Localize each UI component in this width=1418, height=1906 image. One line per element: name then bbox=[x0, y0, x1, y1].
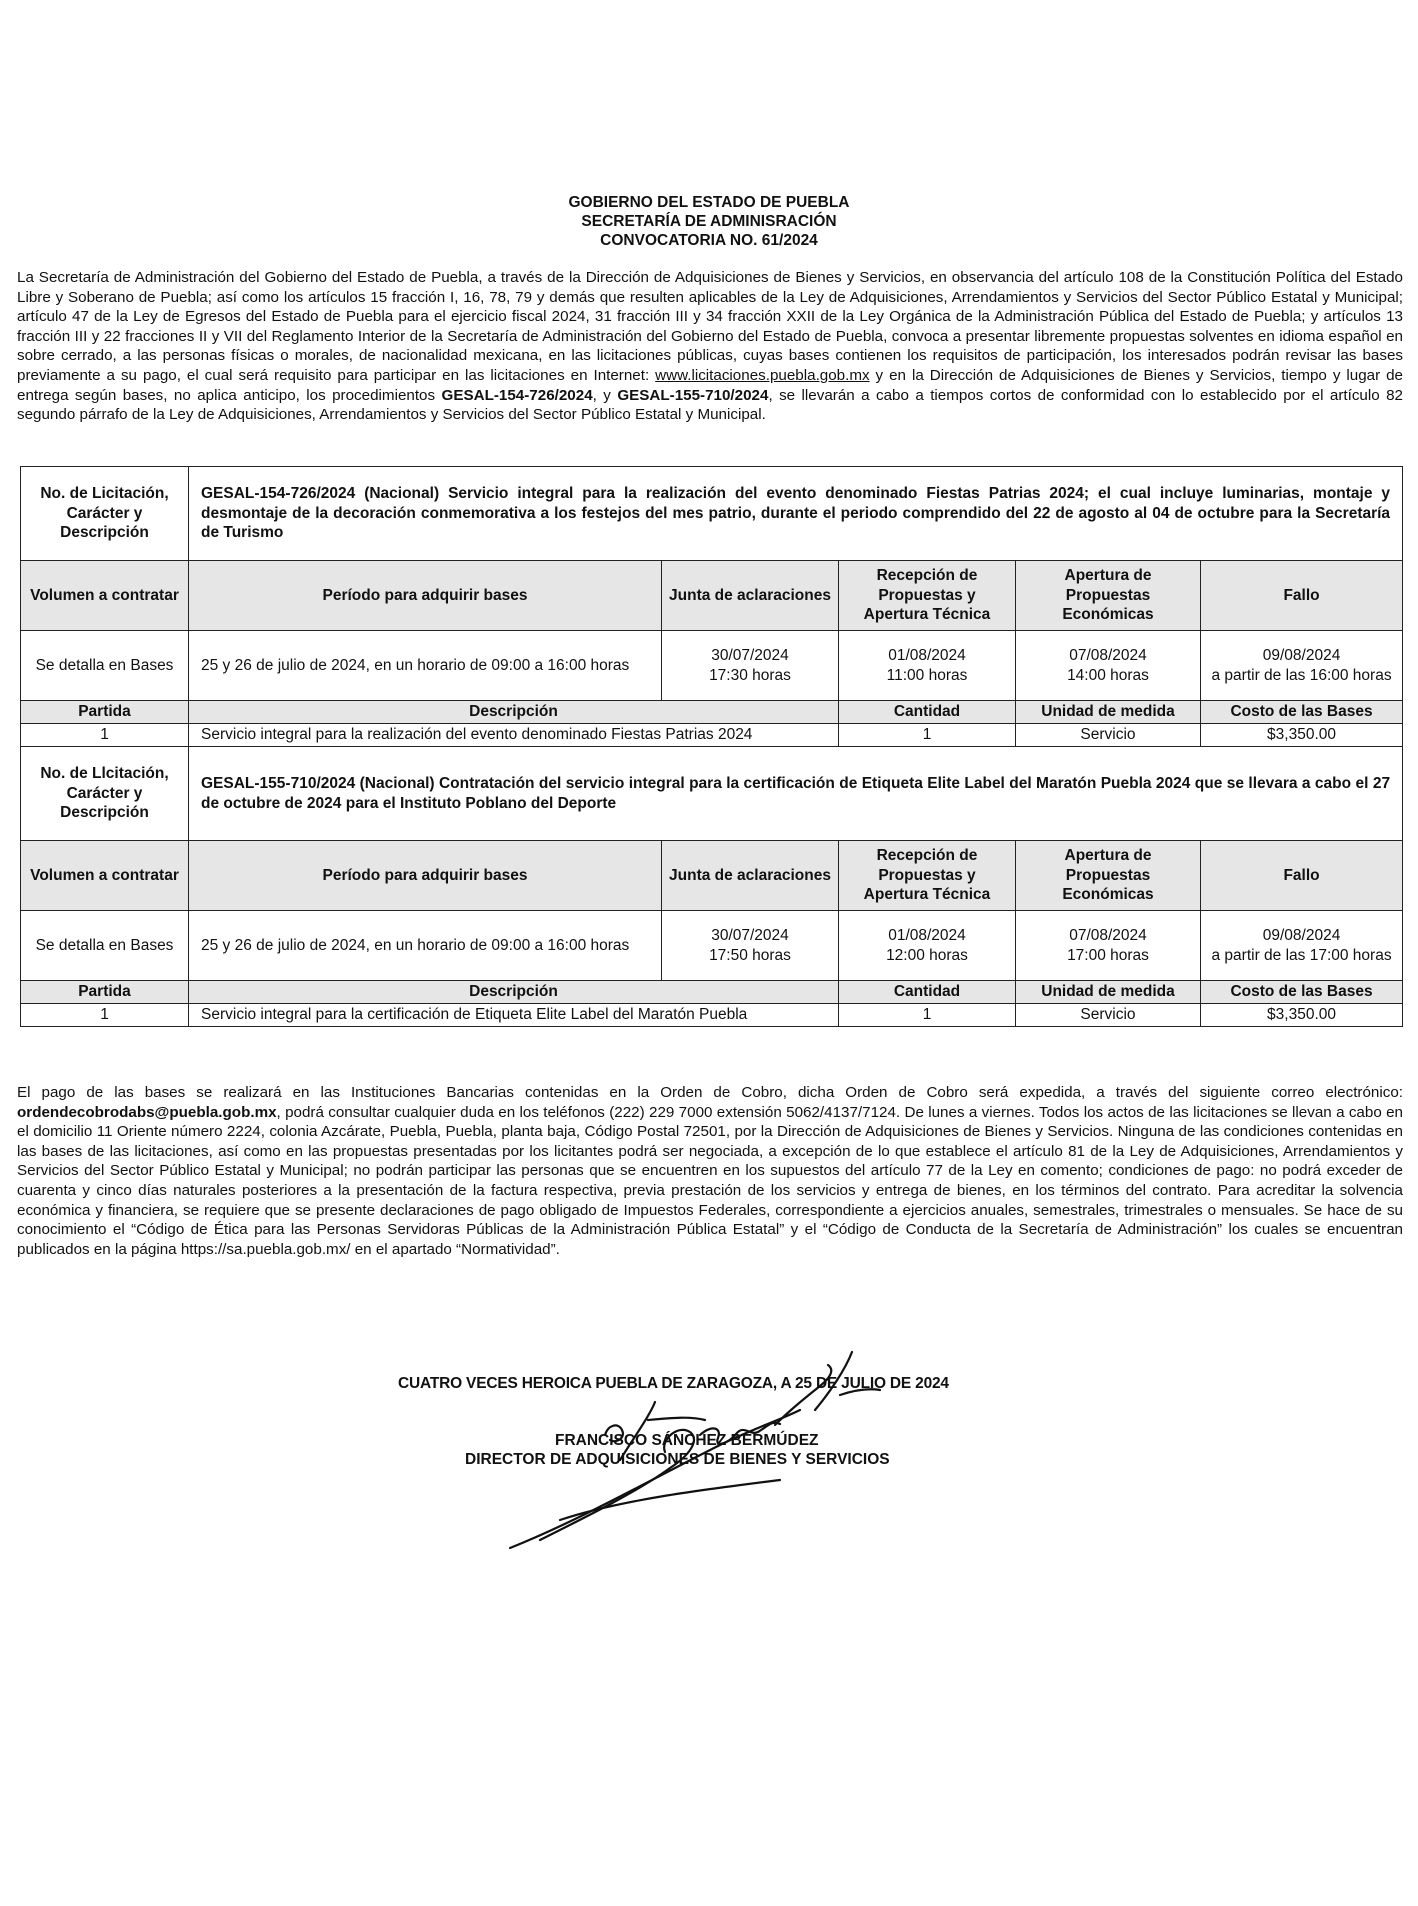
intro-paragraph bbox=[17, 268, 1403, 425]
header-secretariat: SECRETARÍA DE ADMINISRACIÓN bbox=[581, 213, 837, 230]
intro-text: , se llevarán a cabo a tiempos cortos de conformidad con lo establecido por el artículo 82 segundo párrafo de la Ley de Adquisiciones, Arrendamientos y Servicios del Sector Público Estatal y Municipal. bbox=[17, 386, 1403, 424]
recepcion-time: 12:00 horas bbox=[886, 946, 968, 964]
label-cantidad: Cantidad bbox=[839, 981, 1016, 1004]
recepcion-value bbox=[839, 911, 1016, 981]
table-row bbox=[21, 747, 1403, 841]
junta-date: 30/07/2024 bbox=[711, 927, 789, 944]
junta-value bbox=[662, 631, 839, 701]
payment-email[interactable]: ordendecobrodabs@puebla.gob.mx bbox=[17, 1103, 277, 1121]
volumen-value: Se detalla en Bases bbox=[21, 911, 189, 981]
partida-description: Servicio integral para la certificación de Etiqueta Elite Label del Maratón Puebla bbox=[189, 1004, 839, 1027]
licitaciones-link[interactable]: www.licitaciones.puebla.gob.mx bbox=[655, 366, 870, 384]
label-volumen: Volumen a contratar bbox=[21, 561, 189, 631]
apertura-date: 07/08/2024 bbox=[1069, 647, 1147, 664]
volumen-value: Se detalla en Bases bbox=[21, 631, 189, 701]
label-periodo: Período para adquirir bases bbox=[189, 841, 662, 911]
label-costo: Costo de las Bases bbox=[1201, 701, 1403, 724]
table-row bbox=[21, 631, 1403, 701]
table-row bbox=[21, 911, 1403, 981]
label-fallo: Fallo bbox=[1201, 841, 1403, 911]
procedure-id: GESAL-155-710/2024 bbox=[617, 386, 769, 404]
periodo-value: 25 y 26 de julio de 2024, en un horario de 09:00 a 16:00 horas bbox=[189, 631, 662, 701]
licitacion-description: GESAL-155-710/2024 (Nacional) Contratación del servicio integral para la certificación de Etiqueta Elite Label del Maratón Puebla 2024 que se llevara a cabo el 27 de octubre de 2024 para el Instituto Poblano del Deporte bbox=[189, 747, 1403, 841]
junta-date: 30/07/2024 bbox=[711, 647, 789, 664]
recepcion-value bbox=[839, 631, 1016, 701]
label-recepcion: Recepción de Propuestas y Apertura Técnica bbox=[839, 841, 1016, 911]
label-junta: Junta de aclaraciones bbox=[662, 841, 839, 911]
closing-paragraph bbox=[17, 1083, 1403, 1259]
label-cantidad: Cantidad bbox=[839, 701, 1016, 724]
cantidad-value: 1 bbox=[839, 724, 1016, 747]
recepcion-time: 11:00 horas bbox=[886, 666, 968, 684]
periodo-value: 25 y 26 de julio de 2024, en un horario de 09:00 a 16:00 horas bbox=[189, 911, 662, 981]
partida-description: Servicio integral para la realización del evento denominado Fiestas Patrias 2024 bbox=[189, 724, 839, 747]
junta-time: 17:50 horas bbox=[709, 946, 791, 964]
licitacion-description: GESAL-154-726/2024 (Nacional) Servicio integral para la realización del evento denominado Fiestas Patrias 2024; el cual incluye luminarias, montaje y desmontaje de la decoración conmemorativa a los festejos del mes patrio, durante el periodo comprendido del 22 de agosto al 04 de octubre para la Secretaría de Turismo bbox=[189, 467, 1403, 561]
fallo-time: a partir de las 17:00 horas bbox=[1211, 946, 1392, 964]
label-apertura: Apertura de Propuestas Económicas bbox=[1016, 841, 1201, 911]
label-costo: Costo de las Bases bbox=[1201, 981, 1403, 1004]
recepcion-date: 01/08/2024 bbox=[888, 647, 966, 664]
table-row bbox=[21, 841, 1403, 911]
apertura-time: 17:00 horas bbox=[1067, 946, 1149, 964]
table-row bbox=[21, 467, 1403, 561]
label-no-licitacion: No. de Llcitación, Carácter y Descripción bbox=[21, 747, 189, 841]
licitaciones-table bbox=[20, 466, 1403, 1027]
label-no-licitacion: No. de Licitación, Carácter y Descripción bbox=[21, 467, 189, 561]
junta-time: 17:30 horas bbox=[709, 666, 791, 684]
fallo-time: a partir de las 16:00 horas bbox=[1211, 666, 1392, 684]
fallo-value bbox=[1201, 911, 1403, 981]
costo-value: $3,350.00 bbox=[1201, 1004, 1403, 1027]
fallo-date: 09/08/2024 bbox=[1262, 927, 1341, 944]
unidad-value: Servicio bbox=[1016, 724, 1201, 747]
label-junta: Junta de aclaraciones bbox=[662, 561, 839, 631]
signer-title: DIRECTOR DE ADQUISICIONES DE BIENES Y SERVICIOS bbox=[465, 1451, 890, 1468]
label-fallo: Fallo bbox=[1201, 561, 1403, 631]
table-row bbox=[21, 561, 1403, 631]
intro-text: y en la Dirección de Adquisiciones de Bienes y Servicios, tiempo y lugar de entrega según bases, no aplica anticipo, los procedimientos bbox=[17, 366, 1403, 404]
label-descripcion: Descripción bbox=[189, 701, 839, 724]
junta-value bbox=[662, 911, 839, 981]
recepcion-date: 01/08/2024 bbox=[888, 927, 966, 944]
label-descripcion: Descripción bbox=[189, 981, 839, 1004]
procedure-id: GESAL-154-726/2024 bbox=[441, 386, 593, 404]
label-apertura: Apertura de Propuestas Económicas bbox=[1016, 561, 1201, 631]
table-row bbox=[21, 1004, 1403, 1027]
closing-text: El pago de las bases se realizará en las Instituciones Bancarias contenidas en la Orden de Cobro, dicha Orden de Cobro será expedida, a través del siguiente correo electrónico: bbox=[17, 1084, 1403, 1101]
costo-value: $3,350.00 bbox=[1201, 724, 1403, 747]
label-periodo: Período para adquirir bases bbox=[189, 561, 662, 631]
apertura-value bbox=[1016, 911, 1201, 981]
partida-value: 1 bbox=[21, 1004, 189, 1027]
label-partida: Partida bbox=[21, 701, 189, 724]
apertura-value bbox=[1016, 631, 1201, 701]
label-partida: Partida bbox=[21, 981, 189, 1004]
table-row bbox=[21, 701, 1403, 724]
fallo-date: 09/08/2024 bbox=[1262, 647, 1341, 664]
closing-text: , podrá consultar cualquier duda en los teléfonos (222) 229 7000 extensión 5062/4137/7124. De lunes a viernes. Todos los actos de las licitaciones se llevan a cabo en el domicilio 11 Oriente número 2224, colonia Azcárate, Puebla, Puebla, planta baja, Código Postal 72501, por la Dirección de Adquisiciones de Bienes y Servicios. Ninguna de las condiciones contenidas en las bases de las licitaciones, así como en las propuestas presentadas por los licitantes podrá ser negociada, a excepción de lo que establece el artículo 81 de la Ley de Adquisiciones, Arrendamientos y Servicios del Sector Público Estatal y Municipal; no podrán participar las personas que se encuentren en los supuestos del artículo 77 de la Ley en comento; condiciones de pago: no podrá exceder de cuarenta y cinco días naturales posteriores a la presentación de la factura respectiva, previa prestación de los servicios y entrega de bienes, en los términos del contrato. Para acreditar la solvencia económica y financiera, se requiere que se presente declaraciones de pago obligado de Impuestos Federales, correspondiente a ejercicios anuales, semestrales, trimestrales o mensuales. Se hace de su conocimiento el “Código de Ética para las Personas Servidoras Públicas de la Administración Pública Estatal” y el “Código de Conducta de la Secretaría de Administración” los cuales se encuentran publicados en la página https://sa.puebla.gob.mx/ en el apartado “Normatividad”. bbox=[17, 1103, 1403, 1258]
cantidad-value: 1 bbox=[839, 1004, 1016, 1027]
header-government: GOBIERNO DEL ESTADO DE PUEBLA bbox=[568, 194, 850, 211]
table-row bbox=[21, 981, 1403, 1004]
intro-text: La Secretaría de Administración del Gobierno del Estado de Puebla, a través de la Dirección de Adquisiciones de Bienes y Servicios, en observancia del artículo 108 de la Constitución Política del Estado Libre y Soberano de Puebla; así como los artículos 15 fracción I, 16, 78, 79 y demás que resulten aplicables de la Ley de Adquisiciones, Arrendamientos y Servicios del Sector Público Estatal y Municipal; artículo 47 de la Ley de Egresos del Estado de Puebla para el ejercicio fiscal 2024, 31 fracción III y 34 fracción XXII de la Ley Orgánica de la Administración Pública del Estado de Puebla; y artículos 13 fracción III y 22 fracciones II y VII del Reglamento Interior de la Secretaría de Administración del Gobierno del Estado de Puebla, convoca a presentar libremente propuestas solventes en idioma español en sobre cerrado, a las personas físicas o morales, de nacionalidad mexicana, en las licitaciones públicas, cuyas bases contienen los requisitos de participación, los interesados podrán revisar las bases previamente a su pago, el cual será requisito para participar en las licitaciones en Internet: bbox=[17, 269, 1403, 384]
signer-name: FRANCISCO SÁNCHEZ BERMÚDEZ bbox=[555, 1432, 819, 1449]
label-volumen: Volumen a contratar bbox=[21, 841, 189, 911]
apertura-date: 07/08/2024 bbox=[1069, 927, 1147, 944]
apertura-time: 14:00 horas bbox=[1067, 666, 1149, 684]
label-recepcion: Recepción de Propuestas y Apertura Técnica bbox=[839, 561, 1016, 631]
table-row bbox=[21, 724, 1403, 747]
intro-text: , y bbox=[592, 386, 618, 404]
place-and-date: CUATRO VECES HEROICA PUEBLA DE ZARAGOZA, A 25 DE JULIO DE 2024 bbox=[398, 1375, 949, 1392]
label-unidad: Unidad de medida bbox=[1016, 701, 1201, 724]
fallo-value bbox=[1201, 631, 1403, 701]
label-unidad: Unidad de medida bbox=[1016, 981, 1201, 1004]
unidad-value: Servicio bbox=[1016, 1004, 1201, 1027]
header-convocatoria: CONVOCATORIA NO. 61/2024 bbox=[600, 232, 818, 249]
partida-value: 1 bbox=[21, 724, 189, 747]
document-header bbox=[0, 193, 1418, 250]
